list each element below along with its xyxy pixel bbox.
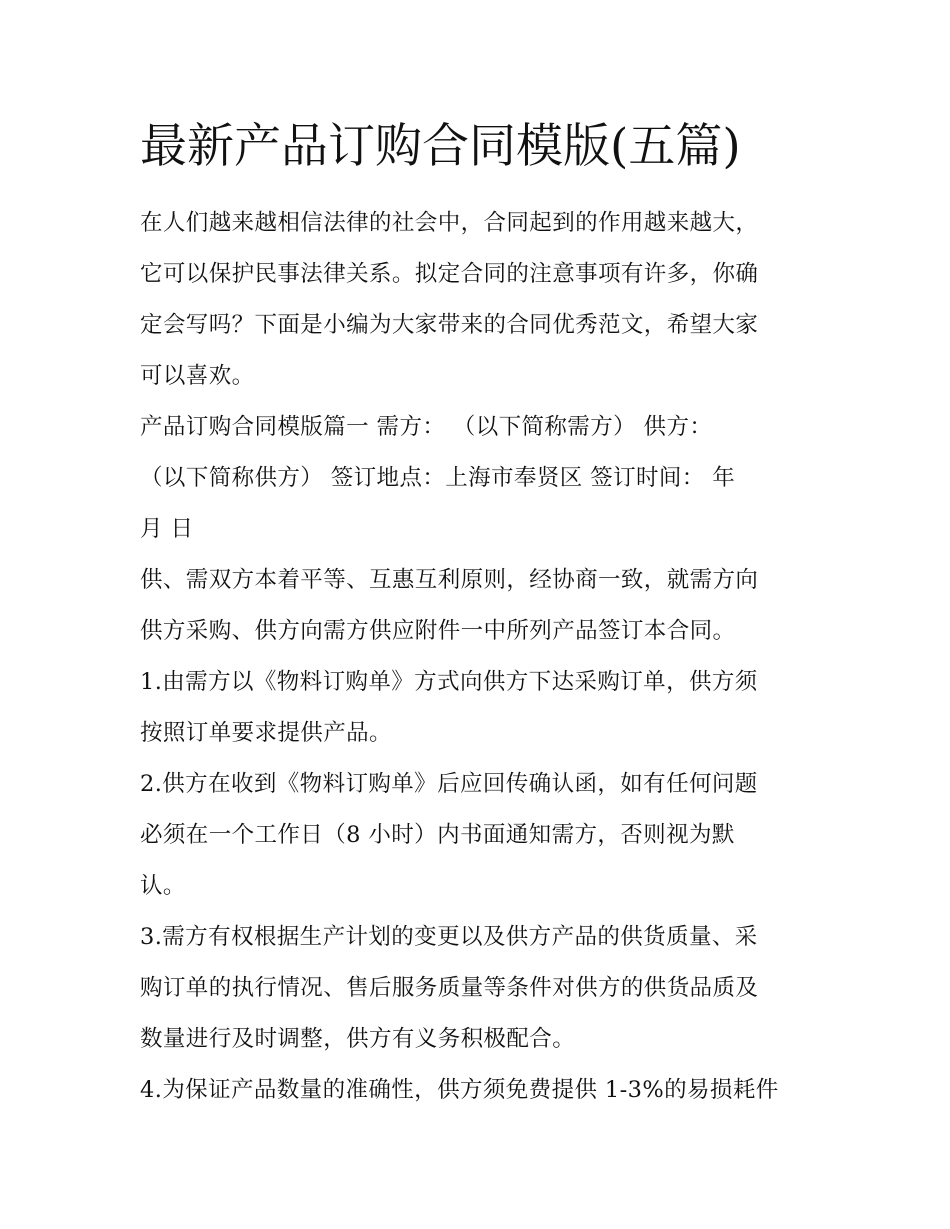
text-line: 按照订单要求提供产品。 (140, 720, 392, 746)
text-line: 可以喜欢。 (140, 363, 255, 389)
text-line: 认。 (140, 873, 186, 899)
text-line: 必须在一个工作日（8 小时）内书面通知需方，否则视为默 (140, 822, 735, 848)
text-line: 月 日 (140, 516, 194, 542)
text-line: 在人们越来越相信法律的社会中，合同起到的作用越来越大， (140, 210, 759, 236)
text-line: 定会写吗？下面是小编为大家带来的合同优秀范文，希望大家 (140, 312, 759, 338)
text-line: 3.需方有权根据生产计划的变更以及供方产品的供货质量、采 (140, 924, 758, 950)
text-line: 1.由需方以《物料订购单》方式向供方下达采购订单，供方须 (140, 669, 758, 695)
text-line: （以下简称供方） 签订地点：上海市奉贤区 签订时间： 年 (140, 465, 736, 491)
text-line: 购订单的执行情况、售后服务质量等条件对供方的供货品质及 (140, 975, 759, 1001)
text-line: 它可以保护民事法律关系。拟定合同的注意事项有许多，你确 (140, 261, 759, 287)
text-line: 数量进行及时调整，供方有义务积极配合。 (140, 1026, 576, 1052)
text-line: 产品订购合同模版篇一 需方： （以下简称需方） 供方： (140, 414, 713, 440)
document-title: 最新产品订购合同模版(五篇) (140, 119, 741, 174)
text-line: 4.为保证产品数量的准确性，供方须免费提供 1-3%的易损耗件 (140, 1077, 779, 1103)
text-line: 供方采购、供方向需方供应附件一中所列产品签订本合同。 (140, 618, 736, 644)
text-line: 2.供方在收到《物料订购单》后应回传确认函，如有任何问题 (140, 771, 758, 797)
text-line: 供、需双方本着平等、互惠互利原则，经协商一致，就需方向 (140, 567, 759, 593)
